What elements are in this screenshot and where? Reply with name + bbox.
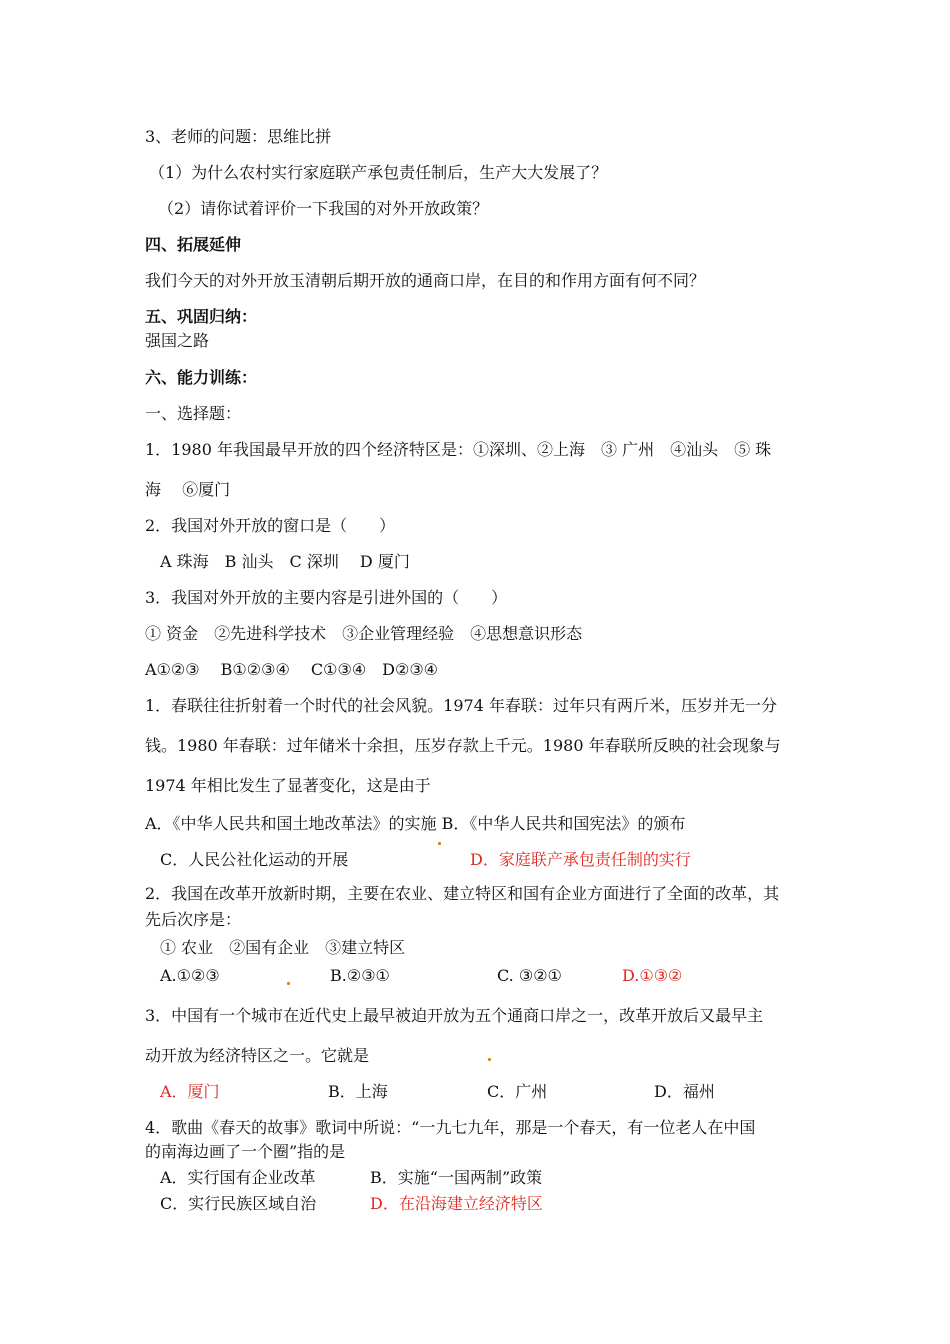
b1-line3: 1974 年相比发生了显著变化，这是由于	[145, 776, 431, 795]
section4-text: 我们今天的对外开放玉清朝后期开放的通商口岸，在目的和作用方面有何不同？	[145, 271, 706, 290]
a3-items: ① 资金 ②先进科学技术 ③企业管理经验 ④思想意识形态	[145, 624, 583, 643]
b2-option-d-answer: D.①③②	[622, 966, 683, 985]
mark-dot	[438, 842, 441, 845]
b3-option-a-answer: A．厦门	[160, 1082, 220, 1101]
b2-line1: 2．我国在改革开放新时期，主要在农业、建立特区和国有企业方面进行了全面的改革，其	[145, 884, 780, 903]
a1-line1: 1．1980 年我国最早开放的四个经济特区是：①深圳、②上海 ③ 广州 ④汕头 ⑤ 珠	[145, 440, 772, 459]
question-2: （2）请你试着评价一下我国的对外开放政策？	[158, 199, 489, 218]
mark-dot	[287, 982, 290, 985]
b1-line2: 钱。1980 年春联：过年储米十余担，压岁存款上千元。1980 年春联所反映的社会现象与	[145, 736, 781, 755]
b1-option-c: C．人民公社化运动的开展	[160, 850, 349, 869]
b2-line2: 先后次序是：	[145, 910, 242, 929]
a2-options: A 珠海 B 汕头 C 深圳 D 厦门	[160, 552, 410, 571]
a3-question: 3．我国对外开放的主要内容是引进外国的（ ）	[145, 588, 508, 607]
b2-option-a: A.①②③	[160, 966, 220, 985]
a3-options: A①②③ B①②③④ C①③④ D②③④	[145, 660, 439, 679]
section3-title: 3、老师的问题：思维比拼	[145, 127, 332, 146]
b2-option-b: B.②③①	[330, 966, 390, 985]
b4-option-b: B．实施“一国两制”政策	[370, 1168, 543, 1187]
b4-line1: 4．歌曲《春天的故事》歌词中所说：“一九七九年，那是一个春天，有一位老人在中国	[145, 1118, 756, 1137]
b3-option-b: B．上海	[328, 1082, 388, 1101]
mark-dot	[488, 1058, 491, 1061]
b1-options-ab: A．《中华人民共和国土地改革法》的实施 B．《中华人民共和国宪法》的颁布	[145, 814, 686, 833]
b3-line2: 动开放为经济特区之一。它就是	[145, 1046, 370, 1065]
section5-heading: 五、巩固归纳：	[145, 307, 258, 326]
question-1: （1）为什么农村实行家庭联产承包责任制后，生产大大发展了？	[149, 163, 608, 182]
b1-line1: 1．春联往往折射着一个时代的社会风貌。1974 年春联：过年只有两斤米，压岁并无一分	[145, 696, 777, 715]
b2-option-c: C. ③②①	[497, 966, 562, 985]
b4-option-c: C．实行民族区域自治	[160, 1194, 317, 1213]
b3-option-d: D．福州	[654, 1082, 715, 1101]
b3-line1: 3．中国有一个城市在近代史上最早被迫开放为五个通商口岸之一，改革开放后又最早主	[145, 1006, 764, 1025]
choice-subheading: 一、选择题：	[145, 404, 242, 423]
b2-items: ① 农业 ②国有企业 ③建立特区	[160, 938, 406, 957]
a1-line2: 海 ⑥厦门	[145, 480, 231, 499]
section6-heading: 六、能力训练：	[145, 368, 258, 387]
section5-text: 强国之路	[145, 331, 210, 350]
a2-question: 2．我国对外开放的窗口是（ ）	[145, 516, 396, 535]
b1-option-d-answer: D．家庭联产承包责任制的实行	[470, 850, 691, 869]
b4-option-a: A．实行国有企业改革	[160, 1168, 316, 1187]
section4-heading: 四、拓展延伸	[145, 235, 242, 254]
b4-option-d-answer: D．在沿海建立经济特区	[370, 1194, 543, 1213]
b3-option-c: C．广州	[487, 1082, 548, 1101]
b4-line2: 的南海边画了一个圈”指的是	[145, 1142, 346, 1161]
